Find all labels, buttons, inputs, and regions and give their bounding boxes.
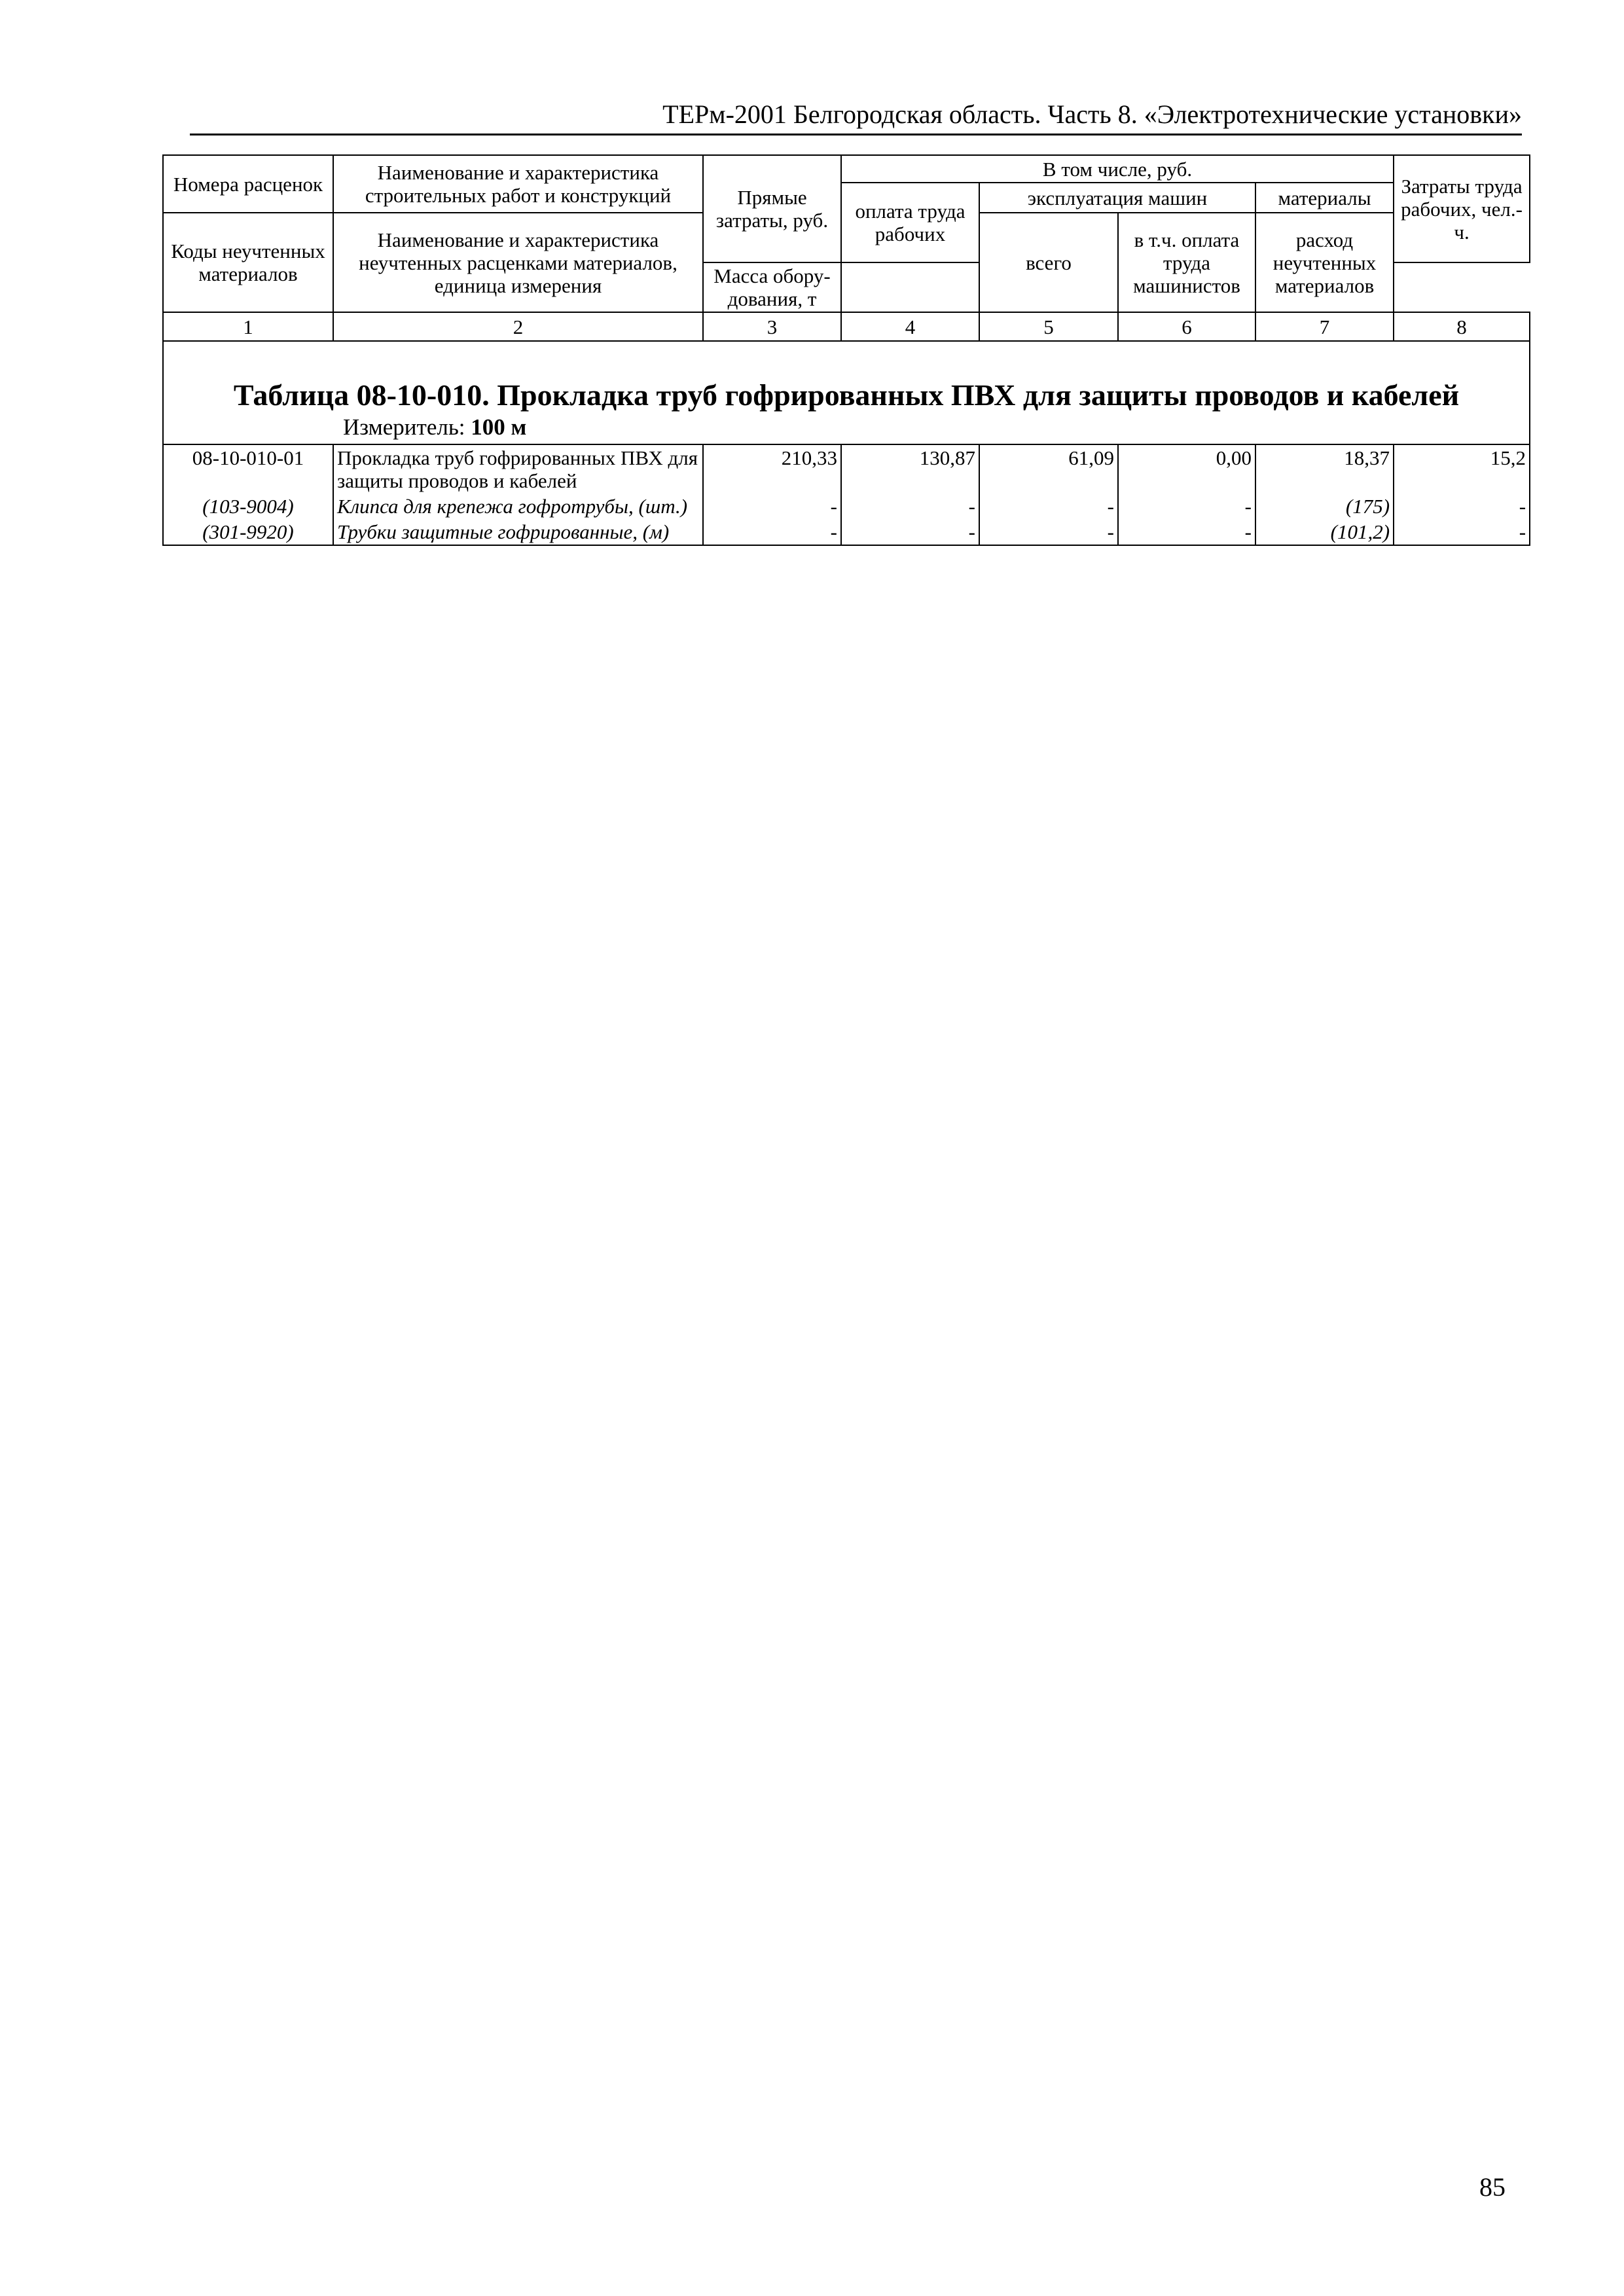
column-number: 2	[333, 312, 703, 341]
column-numbers-row	[163, 312, 1530, 341]
material-code: (103-9004)	[163, 493, 333, 519]
machinist-pay-value: 0,00	[1118, 444, 1255, 493]
materials-value: 18,37	[1255, 444, 1394, 493]
material-code: (301-9920)	[163, 519, 333, 545]
machines-total-value: -	[979, 493, 1118, 519]
meter-value: 100 м	[471, 414, 527, 440]
column-number: 7	[1255, 312, 1394, 341]
machinist-pay-value: -	[1118, 519, 1255, 545]
table-row	[163, 444, 1530, 493]
materials-value: (175)	[1255, 493, 1394, 519]
column-number: 8	[1394, 312, 1530, 341]
direct-costs-value: -	[703, 493, 841, 519]
header-labor-pay: оплата труда рабочих	[841, 183, 979, 262]
header-material-name: Наименование и характеристика неучтенных расценками материалов, единица измерения	[333, 213, 703, 312]
column-number: 4	[841, 312, 979, 341]
labor-hours-value: 15,2	[1394, 444, 1530, 493]
header-machine-operation: эксплуатация машин	[979, 183, 1255, 213]
meter-line	[164, 414, 1529, 444]
direct-costs-value: -	[703, 519, 841, 545]
header-material-codes: Коды неучтенных материалов	[163, 213, 333, 312]
labor-pay-value: 130,87	[841, 444, 979, 493]
materials-value: (101,2)	[1255, 519, 1394, 545]
rate-name: Прокладка труб гофрированных ПВХ для защиты проводов и кабелей	[333, 444, 703, 493]
labor-pay-value: -	[841, 519, 979, 545]
material-name: Клипса для крепежа гофротрубы, (шт.)	[333, 493, 703, 519]
labor-pay-value: -	[841, 493, 979, 519]
column-number: 6	[1118, 312, 1255, 341]
page-number: 85	[1479, 2172, 1506, 2202]
header-equipment-mass: Масса обору-дования, т	[703, 262, 841, 312]
column-number: 3	[703, 312, 841, 341]
section-header	[163, 341, 1530, 444]
column-number: 1	[163, 312, 333, 341]
table-row	[163, 519, 1530, 545]
column-number: 5	[979, 312, 1118, 341]
machines-total-value: 61,09	[979, 444, 1118, 493]
machinist-pay-value: -	[1118, 493, 1255, 519]
header-material-consumption: расход неучтенных материалов	[1255, 213, 1394, 312]
material-name: Трубки защитные гофрированные, (м)	[333, 519, 703, 545]
price-norms-table	[162, 154, 1530, 546]
header-machinist-pay: в т.ч. оплата труда машинистов	[1118, 213, 1255, 312]
table-row	[163, 493, 1530, 519]
section-title: Таблица 08-10-010. Прокладка труб гофрированных ПВХ для защиты проводов и кабелей	[233, 378, 1460, 412]
running-header: ТЕРм-2001 Белгородская область. Часть 8. «Электротехнические установки»	[190, 98, 1522, 135]
labor-hours-value: -	[1394, 519, 1530, 545]
header-labor-hours: Затраты труда рабочих, чел.-ч.	[1394, 155, 1530, 262]
header-machines-total: всего	[979, 213, 1118, 312]
header-work-name: Наименование и характеристика строительных работ и конструкций	[333, 155, 703, 213]
header-materials: материалы	[1255, 183, 1394, 213]
machines-total-value: -	[979, 519, 1118, 545]
header-rate-numbers: Номера расценок	[163, 155, 333, 213]
rate-code: 08-10-010-01	[163, 444, 333, 493]
header-in-that-number: В том числе, руб.	[841, 155, 1394, 183]
labor-hours-value: -	[1394, 493, 1530, 519]
meter-label: Измеритель:	[343, 414, 465, 440]
direct-costs-value: 210,33	[703, 444, 841, 493]
header-direct-costs: Прямые затраты, руб.	[703, 155, 841, 262]
